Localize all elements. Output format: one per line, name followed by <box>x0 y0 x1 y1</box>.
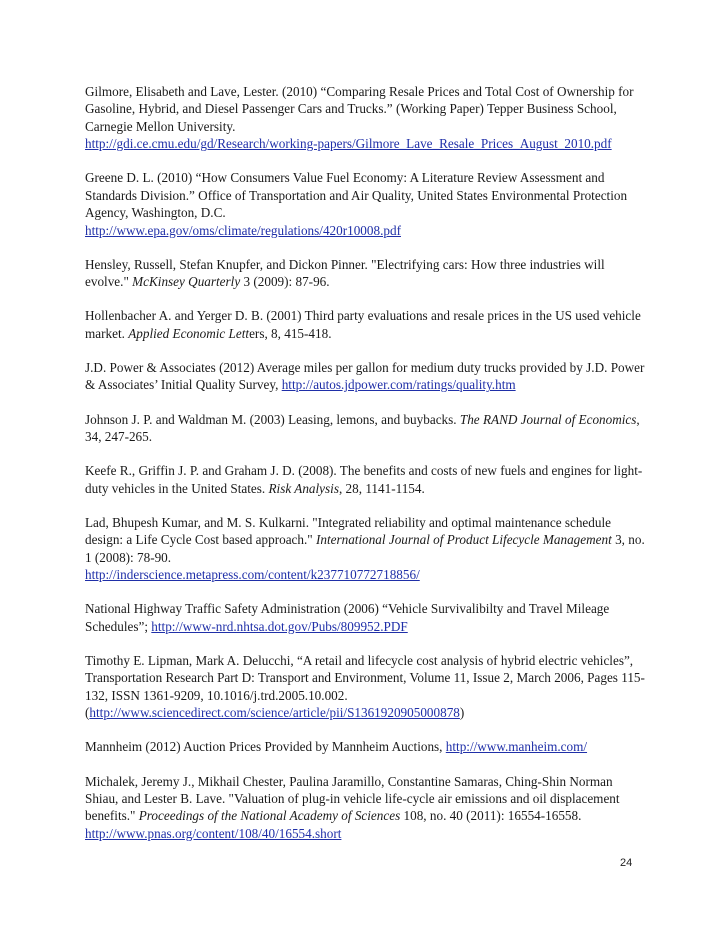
references-list <box>85 83 645 859</box>
reference-entry <box>85 738 645 755</box>
journal-title: Applied Economic Lett <box>128 325 250 341</box>
reference-text: ( <box>85 705 90 721</box>
reference-link[interactable]: http://www.epa.gov/oms/climate/regulations/420r10008.pdf <box>85 222 401 238</box>
reference-text: Johnson J. P. and Waldman M. (2003) Leasing, lemons, and buybacks. <box>85 411 460 427</box>
reference-entry <box>85 411 645 446</box>
reference-text: 108, no. 40 (2011): 16554-16558. <box>400 808 582 824</box>
journal-title: Proceedings of the National Academy of Sciences <box>138 808 401 824</box>
reference-entry <box>85 600 645 635</box>
reference-text: Hollenbacher A. and Yerger D. B. (2001) Third party evaluations and resale prices in the US used vehicle market. <box>85 308 641 341</box>
reference-entry <box>85 256 645 291</box>
reference-text: , 34, 247-265. <box>85 411 640 445</box>
reference-text: 3, no. 1 (2008): 78-90. <box>85 532 645 565</box>
reference-entry <box>85 83 645 153</box>
reference-link[interactable]: http://www-nrd.nhtsa.dot.gov/Pubs/809952.PDF <box>151 618 408 634</box>
reference-text: Greene D. L. (2010) “How Consumers Value Fuel Economy: A Literature Review Assessment and Standards Division.” Office of Transportation and Air Quality, United States Environmental Protection Agency, Washington, D.C. <box>85 170 628 221</box>
reference-text: ) <box>459 705 465 721</box>
reference-text: National Highway Traffic Safety Administration (2006) “Vehicle Survivalibilty and Travel Mileage Schedules”; <box>85 601 610 634</box>
reference-text: 3 (2009): 87-96. <box>240 274 330 290</box>
reference-link[interactable]: http://www.pnas.org/content/108/40/16554.short <box>85 825 342 841</box>
journal-title: The RAND Journal of Economics <box>459 411 637 427</box>
reference-text: Keefe R., Griffin J. P. and Graham J. D. (2008). The benefits and costs of new fuels and engines for light-duty vehicles in the United States. <box>85 463 643 496</box>
reference-text: Timothy E. Lipman, Mark A. Delucchi, “A retail and lifecycle cost analysis of hybrid electric vehicles”, Transportation Research Part D: Transport and Environment, Volume 11, Issue 2, March 2006, Pages 115-132, ISSN 1361-9209, 10.1016/j.trd.2005.10.002. <box>85 652 645 703</box>
reference-link[interactable]: http://www.sciencedirect.com/science/article/pii/S1361920905000878 <box>89 705 460 721</box>
reference-entry <box>85 652 645 722</box>
reference-text: ers, 8, 415-418. <box>249 325 332 341</box>
reference-text: Hensley, Russell, Stefan Knupfer, and Dickon Pinner. "Electrifying cars: How three industries will evolve." <box>85 256 605 290</box>
journal-title: Risk Analysis <box>268 480 339 496</box>
reference-entry <box>85 169 645 239</box>
reference-link[interactable]: http://gdi.ce.cmu.edu/gd/Research/working-papers/Gilmore_Lave_Resale_Prices_August_2010.pdf <box>85 136 612 152</box>
reference-link[interactable]: http://www.manheim.com/ <box>445 739 588 755</box>
reference-link[interactable]: http://inderscience.metapress.com/content/k237710772718856/ <box>85 567 420 583</box>
reference-text: Lad, Bhupesh Kumar, and M. S. Kulkarni. "Integrated reliability and optimal maintenance schedule design: a Life Cycle Cost based approach." <box>85 514 611 548</box>
reference-link[interactable]: http://autos.jdpower.com/ratings/quality.htm <box>281 377 516 393</box>
reference-entry <box>85 307 645 342</box>
reference-text: Michalek, Jeremy J., Mikhail Chester, Paulina Jaramillo, Constantine Samaras, Ching-Shin Norman Shiau, and Lester B. Lave. "Valuation of plug-in vehicle life-cycle air emissions and oil displacement benefits." <box>85 773 620 824</box>
reference-entry <box>85 773 645 843</box>
reference-entry <box>85 462 645 497</box>
reference-text: Mannheim (2012) Auction Prices Provided by Mannheim Auctions, <box>85 739 446 755</box>
reference-text: , 28, 1141-1154. <box>338 480 425 496</box>
page-number: 24 <box>620 857 633 869</box>
reference-entry <box>85 359 645 394</box>
reference-text: J.D. Power & Associates (2012) Average miles per gallon for medium duty trucks provided by J.D. Power & Associates’ Initial Quality Survey, <box>85 360 645 393</box>
journal-title: McKinsey Quarterly <box>132 274 241 290</box>
journal-title: International Journal of Product Lifecycle Management <box>315 532 612 548</box>
reference-text: Gilmore, Elisabeth and Lave, Lester. (2010) “Comparing Resale Prices and Total Cost of Ownership for Gasoline, Hybrid, and Diesel Passenger Cars and Trucks.” (Working Paper) Tepper Business School, Carnegie Mellon University. <box>85 84 634 134</box>
reference-entry <box>85 514 645 584</box>
